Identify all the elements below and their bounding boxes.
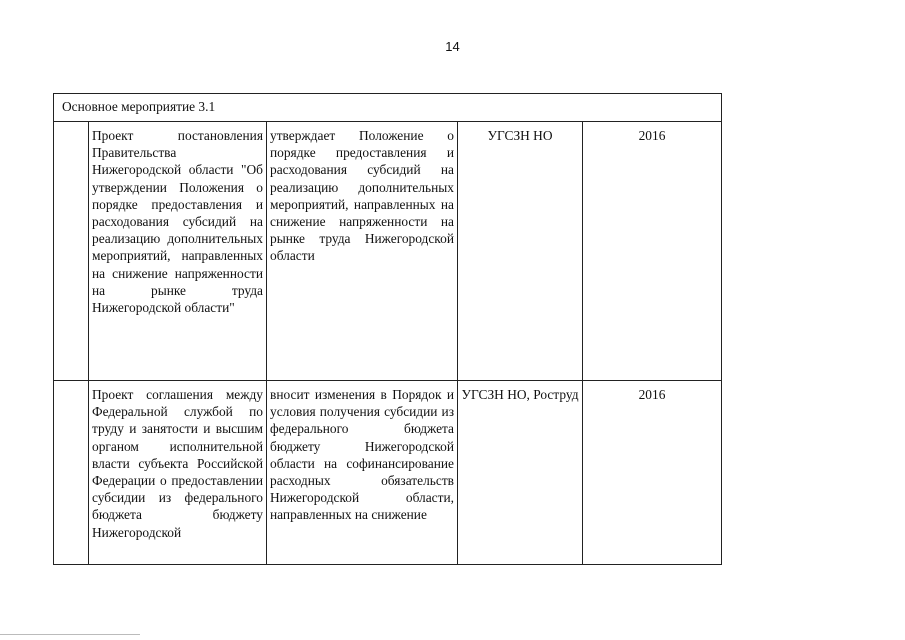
year-cell: 2016 bbox=[583, 122, 722, 381]
document-cell: Проект постановления Правительства Нижегородской области "Об утверждении Положения о порядке предоставления и расходования субсидий на реализацию дополнительных мероприятий, направленных на снижение напряженности на рынке труда Нижегородской области" bbox=[89, 122, 267, 381]
row-number-cell bbox=[54, 381, 89, 565]
page-number: 14 bbox=[445, 39, 460, 54]
section-title: Основное мероприятие 3.1 bbox=[54, 94, 722, 122]
description-cell: вносит изменения в Порядок и условия получения субсидии из федерального бюджета бюджету Нижегородской области на софинансирование расходных обязательств Нижегородской области, направленных на снижение bbox=[267, 381, 458, 565]
scan-edge-mark bbox=[0, 634, 140, 635]
responsible-cell: УГСЗН НО bbox=[458, 122, 583, 381]
document-cell: Проект соглашения между Федеральной службой по труду и занятости и высшим органом исполнительной власти субъекта Российской Федерации о предоставлении субсидии из федерального бюджета бюджету Нижегородской bbox=[89, 381, 267, 565]
year-cell: 2016 bbox=[583, 381, 722, 565]
section-header-row bbox=[54, 94, 722, 122]
responsible-cell: УГСЗН НО, Роструд bbox=[458, 381, 583, 565]
table-row bbox=[54, 381, 722, 565]
row-number-cell bbox=[54, 122, 89, 381]
description-cell: утверждает Положение о порядке предоставления и расходования субсидий на реализацию дополнительных мероприятий, направленных на снижение напряженности на рынке труда Нижегородской области bbox=[267, 122, 458, 381]
table-row bbox=[54, 122, 722, 381]
document-table bbox=[53, 93, 722, 565]
